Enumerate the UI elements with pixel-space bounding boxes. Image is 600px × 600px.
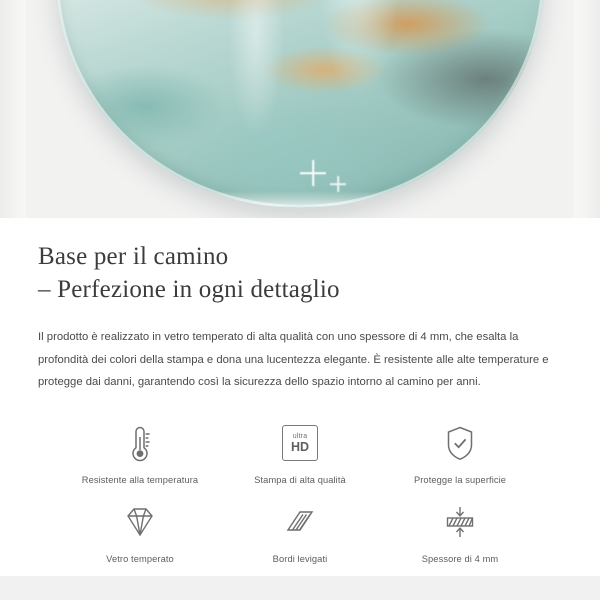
page-title (38, 240, 562, 306)
feature-item-thickness (380, 499, 540, 564)
diamond-icon (118, 499, 162, 545)
ultra-hd-bottom-label: HD (290, 439, 310, 454)
description-paragraph: Il prodotto è realizzato in vetro temperato di alta qualità con uno spessore di 4 mm, che esalta la profondità dei colori della stampa e dona una lucentezza elegante. È resistente alle alte temperature e protegge dai danni, garantendo così la sicurezza dello spazio intorno al camino per anni. (38, 331, 549, 389)
feature-label: Protegge la superficie (413, 474, 507, 485)
shield-check-icon (440, 420, 480, 466)
feature-label: Bordi levigati (272, 553, 328, 564)
thermometer-icon (120, 420, 160, 466)
feature-grid (38, 420, 562, 564)
glass-plate (56, 0, 544, 208)
polished-edges-icon (278, 499, 322, 545)
feature-label: Resistente alla temperatura (81, 474, 199, 485)
ultra-hd-top-label: ultra (292, 432, 308, 440)
feature-label: Spessore di 4 mm (421, 553, 499, 564)
ultra-hd-icon (282, 420, 318, 466)
feature-label: Vetro temperato (106, 553, 174, 564)
content-block (0, 218, 600, 564)
feature-item-temperature (60, 420, 220, 485)
feature-item-print-quality (220, 420, 380, 485)
plate-edge-gloss (76, 191, 525, 207)
hero-edge-left (0, 0, 26, 218)
page-title-line-1: Base per il camino (38, 243, 229, 270)
thickness-arrows-icon (438, 499, 482, 545)
hero-image (0, 0, 600, 218)
footer-bar (0, 576, 600, 600)
feature-item-polished-edges (220, 499, 380, 564)
feature-item-tempered-glass (60, 499, 220, 564)
page-title-line-2: – Perfezione in ogni dettaglio (38, 276, 340, 303)
hero-edge-right (574, 0, 600, 218)
feature-item-surface-protection (380, 420, 540, 485)
feature-label: Stampa di alta qualità (254, 474, 346, 485)
